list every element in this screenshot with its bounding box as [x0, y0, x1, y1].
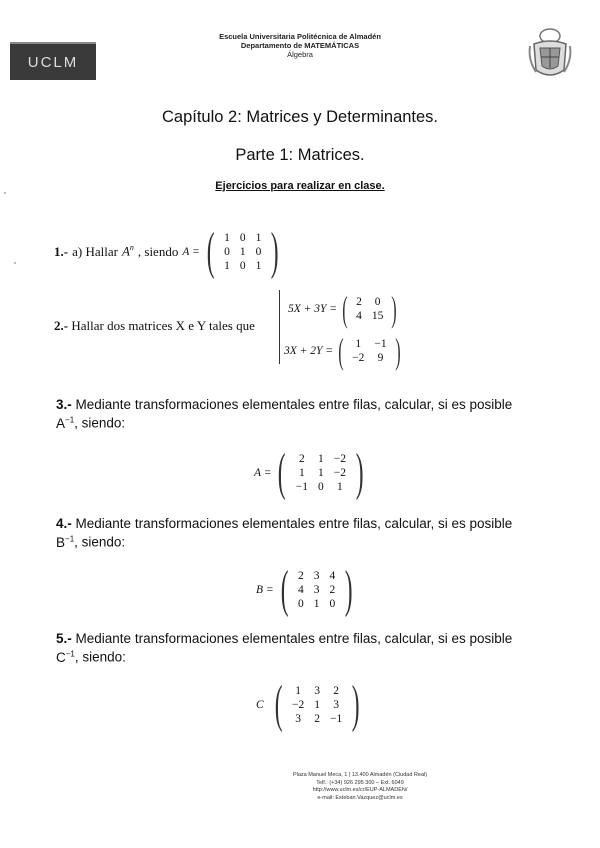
matrix-row	[351, 295, 388, 309]
matrix-cell: 3	[313, 583, 320, 596]
matrix-cell: −1	[374, 338, 387, 350]
matrix-a-3: A = ( 2 1 −2 1 1 −2 −1 0 1 )	[254, 444, 364, 501]
footer-line-3: http://www.uclm.es/cr/EUP-ALMADEN/	[312, 787, 408, 794]
institution-line-3: Álgebra	[287, 50, 313, 59]
matrix-row	[287, 698, 347, 712]
system-brace	[279, 290, 282, 364]
matrix-cell: 1	[239, 245, 246, 258]
matrix-cell: 0	[224, 245, 230, 258]
matrix-a-1: A = ( 1 0 1 0 1 0 1 0 1 )	[182, 223, 279, 280]
matrix-row	[219, 231, 266, 245]
exercise-1-after: , siendo	[137, 243, 179, 259]
matrix-cell: 2	[333, 684, 339, 697]
exercise-2	[54, 318, 255, 334]
matrix-cell: 1	[355, 338, 362, 350]
matrix-cell: 1	[295, 684, 301, 697]
institution-line-2: Departamento de MATEMÁTICAS	[240, 41, 360, 50]
exercise-4	[56, 516, 542, 550]
exercise-3-number: 3.-	[56, 397, 72, 412]
matrix-c: C ( 1 3 2 −2 1 3 3 2 −1 )	[256, 676, 360, 733]
university-logo	[10, 42, 96, 80]
matrix-cell: 2	[314, 712, 320, 725]
matrix-cell: 1	[318, 466, 324, 479]
matrix-row	[291, 480, 351, 494]
matrix-cell: 1	[224, 231, 230, 244]
matrix-cell: 1	[318, 452, 324, 465]
matrix-cell: 0	[239, 259, 246, 272]
equation-2: 3X + 2Y = ( 1 −1 −2 9 )	[284, 331, 401, 371]
crest-icon	[526, 26, 574, 82]
matrix-row	[293, 569, 340, 583]
exercise-4-text: Mediante transformaciones elementales entre filas, calcular, si es posible	[75, 516, 513, 531]
matrix-table	[351, 295, 388, 323]
footer-line-1: Plaza Manuel Meca, 1 | 13.400 Almadén (Ciudad Real)	[292, 772, 428, 778]
equation-1: 5X + 3Y = ( 2 0 4 15 )	[288, 289, 398, 329]
matrix-cell: −1	[330, 712, 343, 725]
footer-line-2: Telf.: (+34) 926 295 300 – Ext. 6049	[316, 779, 404, 786]
matrix-cell: 0	[318, 480, 324, 493]
exercises-subtitle: Ejercicios para realizar en clase.	[215, 180, 385, 192]
matrix-row	[347, 337, 392, 351]
matrix-table	[347, 337, 392, 365]
matrix-cell: 15	[371, 310, 384, 322]
exercise-5-siendo: , siendo:	[74, 649, 126, 665]
matrix-cell: 3	[313, 569, 320, 582]
matrix-cell: 9	[377, 352, 384, 364]
exercise-3-text: Mediante transformaciones elementales entre filas, calcular, si es posible	[75, 397, 513, 412]
matrix-row	[219, 259, 266, 273]
footer-address	[260, 772, 460, 802]
matrix-cell: −1	[295, 480, 309, 493]
matrix-cell: 4	[329, 569, 336, 582]
matrix-cell: 2	[298, 569, 304, 582]
exercise-3-siendo: , siendo:	[74, 415, 126, 431]
exercise-5	[56, 631, 542, 665]
matrix-cell: 2	[356, 296, 362, 308]
matrix-cell: 0	[239, 231, 246, 244]
matrix-row	[293, 583, 340, 597]
logo-text: UCLM	[27, 53, 79, 71]
matrix-row	[287, 712, 347, 726]
matrix-row	[291, 466, 351, 480]
matrix-row	[293, 597, 340, 611]
matrix-cell: 3	[295, 712, 301, 725]
exercise-4-inverse: $B^{-1}$	[56, 534, 75, 550]
matrix-b: B = ( 2 3 4 4 3 2 0 1 0 )	[256, 561, 353, 618]
matrix-cell: 3	[333, 698, 339, 711]
matrix-cell: 1	[299, 466, 305, 479]
matrix-table	[291, 452, 351, 494]
institution-block	[180, 32, 420, 59]
matrix-cell: 1	[224, 259, 230, 272]
footer-line-4: e-mail: Esteban.Vazquez@uclm.es	[317, 794, 403, 801]
exercise-3-inverse: $A^{-1}$	[56, 415, 75, 431]
exercise-5-number: 5.-	[56, 631, 72, 646]
exercise-3	[56, 397, 542, 431]
exercise-5-inverse: $C^{-1}$	[56, 649, 75, 665]
scan-speck	[4, 192, 6, 194]
matrix-table	[219, 231, 266, 273]
matrix-table	[287, 684, 347, 726]
matrix-cell: 1	[255, 231, 262, 244]
matrix-row	[287, 684, 347, 698]
matrix-cell: 1	[313, 597, 320, 610]
matrix-cell: −2	[292, 698, 305, 711]
matrix-cell: 1	[314, 698, 320, 711]
matrix-cell: 0	[374, 296, 381, 308]
matrix-cell: 3	[314, 684, 320, 697]
matrix-row	[219, 245, 266, 259]
matrix-cell: 4	[298, 583, 304, 596]
matrix-cell: 0	[298, 597, 304, 610]
matrix-row	[351, 309, 388, 323]
exercise-2-text: Hallar dos matrices X e Y tales que	[71, 318, 255, 333]
exercise-2-number: 2.-	[54, 318, 69, 333]
matrix-cell: 2	[299, 452, 305, 465]
exercise-1-text: a) Hallar	[72, 243, 118, 259]
exercise-1-power: $A^n$	[121, 243, 134, 259]
exercise-4-siendo: , siendo:	[74, 534, 126, 550]
matrix-cell: 4	[356, 310, 362, 322]
exercise-1	[54, 222, 284, 281]
exercise-5-text: Mediante transformaciones elementales entre filas, calcular, si es posible	[75, 631, 513, 646]
matrix-row	[291, 452, 351, 466]
matrix-cell: 1	[255, 259, 262, 272]
scan-speck	[14, 262, 16, 264]
matrix-table	[293, 569, 340, 611]
matrix-cell: −2	[333, 452, 347, 465]
exercise-1-number: 1.-	[54, 243, 69, 259]
matrix-cell: 0	[255, 245, 262, 258]
matrix-cell: 1	[337, 480, 343, 493]
matrix-cell: −2	[333, 466, 347, 479]
matrix-cell: −2	[352, 352, 365, 364]
institution-line-1: Escuela Universitaria Politécnica de Almadén	[219, 32, 381, 41]
matrix-row	[347, 351, 392, 365]
part-title: Parte 1: Matrices.	[235, 146, 365, 164]
matrix-cell: 2	[329, 583, 336, 596]
chapter-title: Capítulo 2: Matrices y Determinantes.	[161, 108, 439, 126]
exercise-4-number: 4.-	[56, 516, 72, 531]
matrix-cell: 0	[329, 597, 336, 610]
